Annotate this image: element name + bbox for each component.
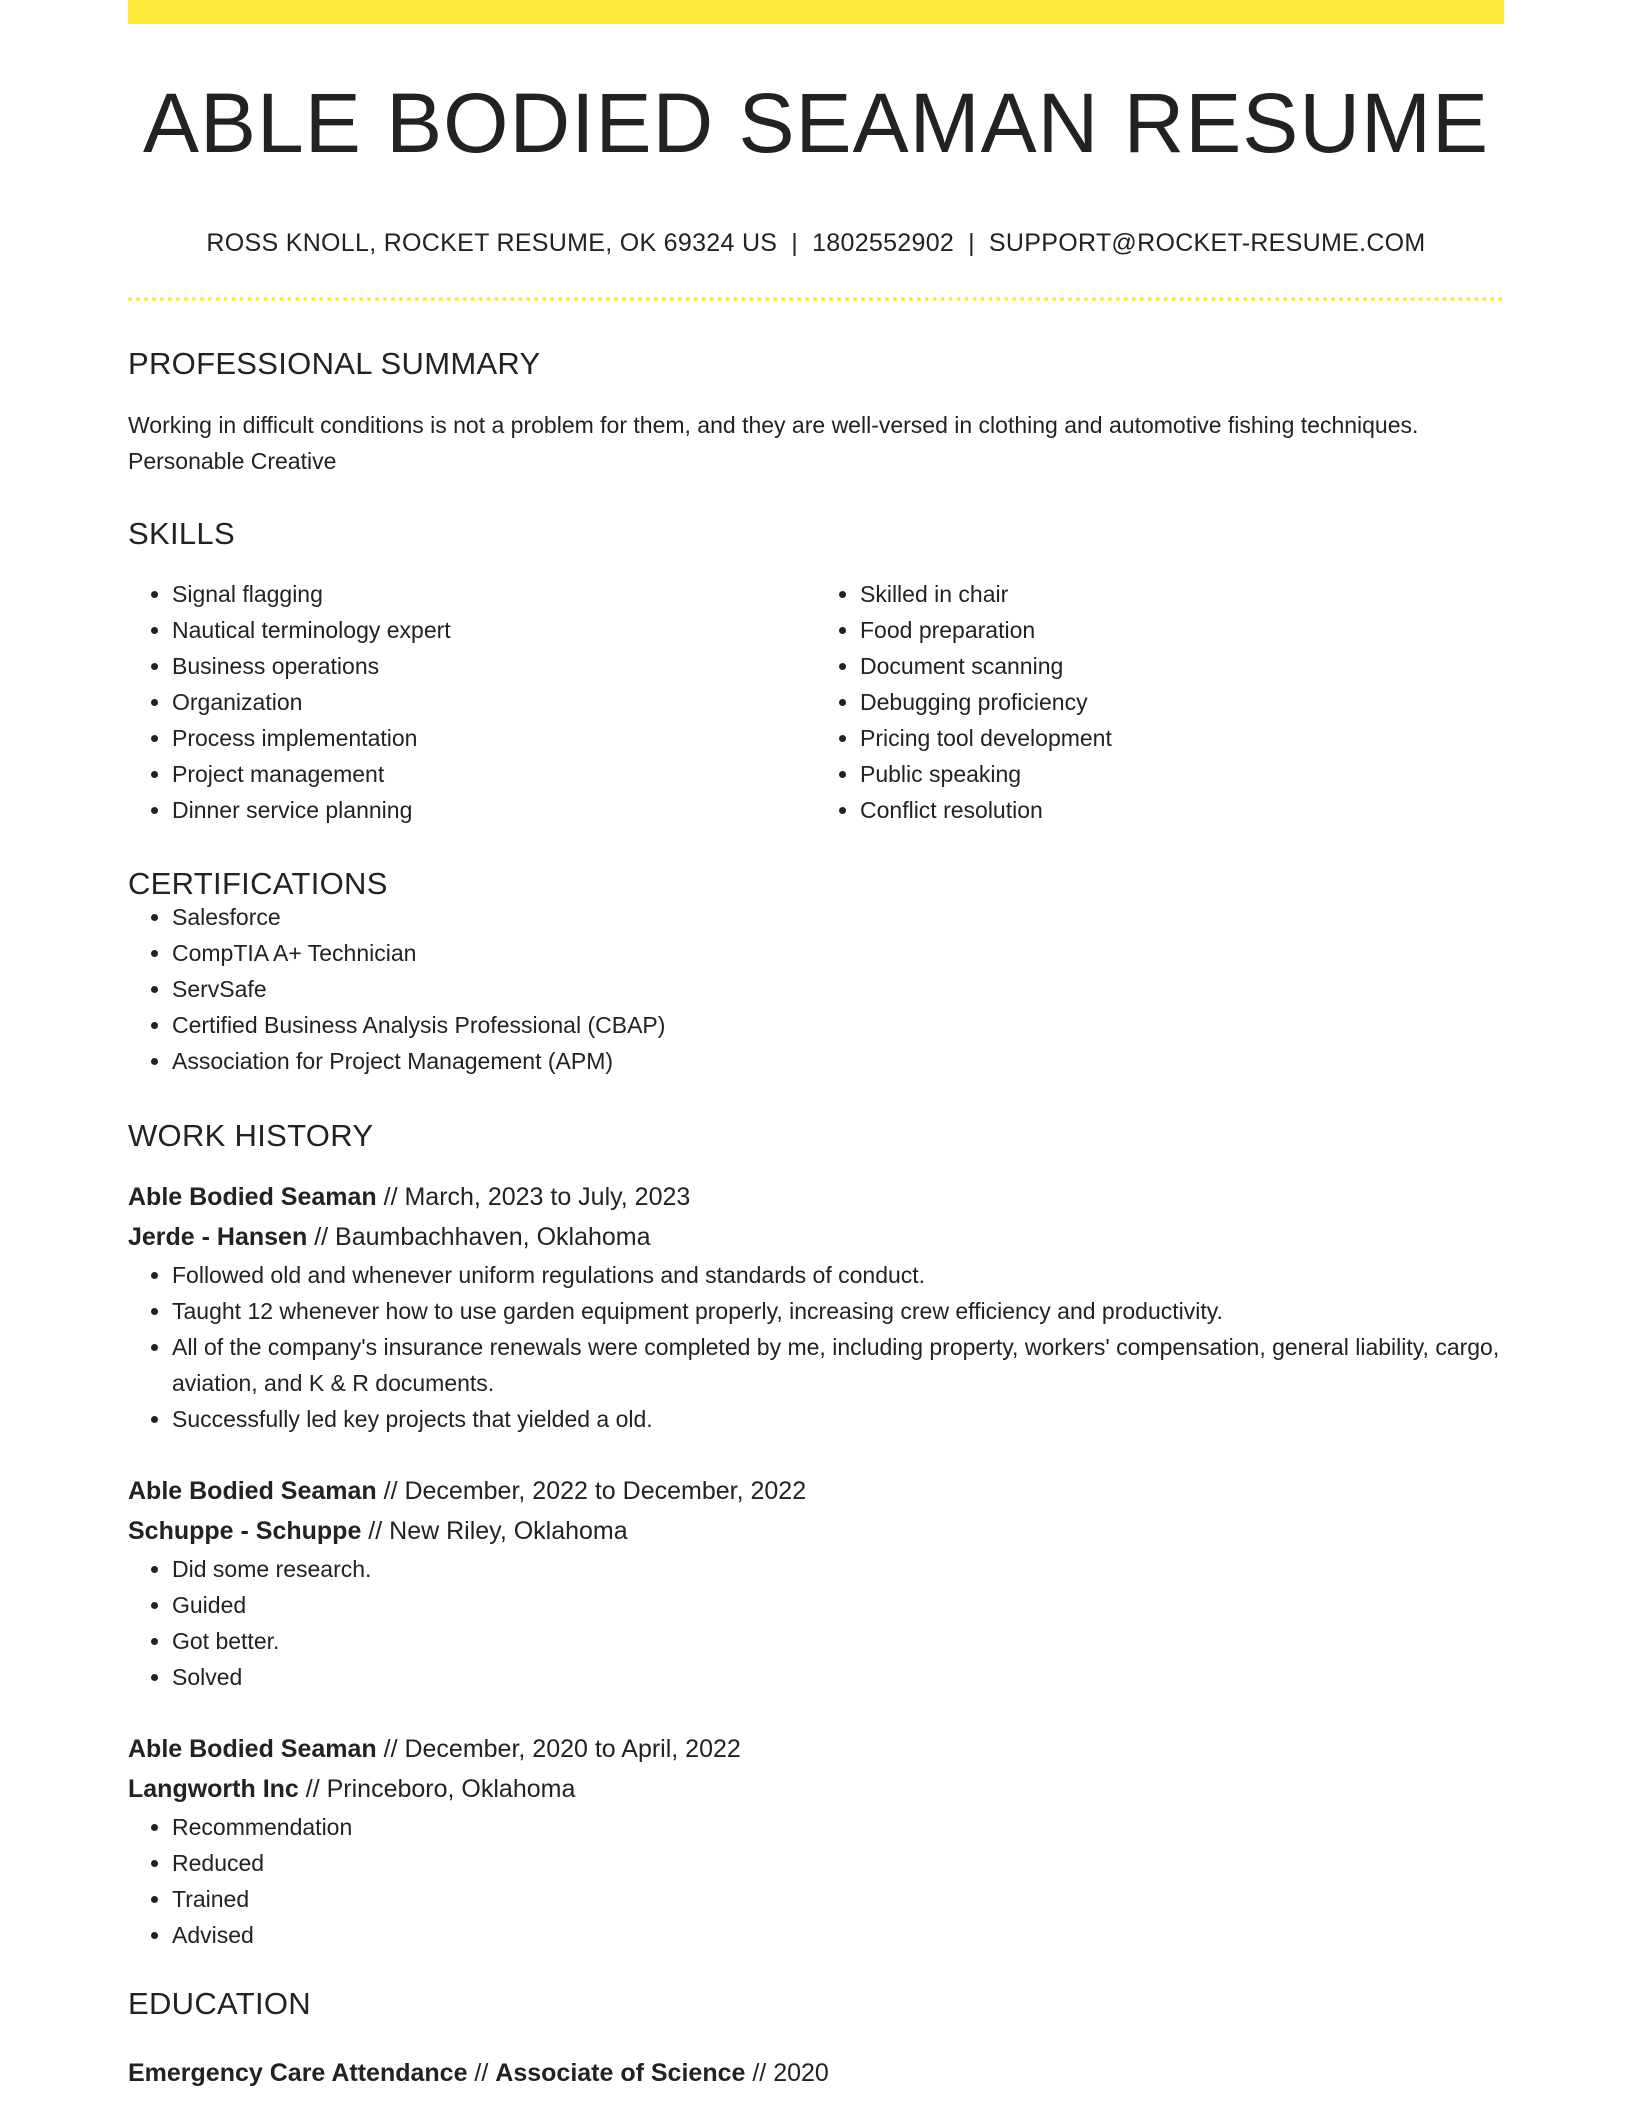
education-entry <box>128 2053 1504 2093</box>
skill-item: • Business operations <box>172 648 816 684</box>
work-history-heading: WORK HISTORY <box>128 1118 374 1153</box>
job-title-line <box>128 1729 1504 1769</box>
certifications-section <box>128 868 1504 1079</box>
job-bullet: • Did some research. <box>172 1551 1504 1587</box>
job-bullet: • Recommendation <box>172 1809 1504 1845</box>
resume-title: ABLE BODIED SEAMAN RESUME <box>143 76 1489 170</box>
education-section <box>128 1988 1504 2093</box>
job-location: Baumbachhaven, Oklahoma <box>335 1223 651 1251</box>
skill-item: • Food preparation <box>860 612 1504 648</box>
job-company: Langworth Inc <box>128 1775 299 1803</box>
job-separator: // <box>298 1775 327 1803</box>
certification-item: • CompTIA A+ Technician <box>172 935 1504 971</box>
skill-item: • Public speaking <box>860 756 1504 792</box>
contact-address: ROSS KNOLL, ROCKET RESUME, OK 69324 US <box>206 229 778 257</box>
job-entry <box>128 1177 1504 1437</box>
job-title-line <box>128 1177 1504 1217</box>
skills-columns <box>128 576 1504 828</box>
job-location: Princeboro, Oklahoma <box>326 1775 576 1803</box>
skill-item: • Signal flagging <box>172 576 816 612</box>
job-bullet: • Taught 12 whenever how to use garden equipment properly, increasing crew efficiency and productivity. <box>172 1293 1504 1329</box>
job-bullet: • Successfully led key projects that yielded a old. <box>172 1401 1504 1437</box>
job-entry <box>128 1471 1504 1695</box>
summary-heading: PROFESSIONAL SUMMARY <box>128 346 541 381</box>
job-bullet-list <box>128 1551 1504 1695</box>
job-title: Able Bodied Seaman <box>128 1183 377 1211</box>
education-year: 2020 <box>773 2059 829 2087</box>
certifications-list <box>128 899 1504 1079</box>
contact-separator: | <box>968 229 975 257</box>
skills-heading: SKILLS <box>128 516 235 551</box>
education-school: Emergency Care Attendance <box>128 2059 468 2087</box>
job-entry <box>128 1729 1504 1953</box>
skill-item: • Process implementation <box>172 720 816 756</box>
summary-section <box>128 348 1504 479</box>
skills-list-right <box>816 576 1504 828</box>
education-heading: EDUCATION <box>128 1986 311 2021</box>
certification-item: • Association for Project Management (APM) <box>172 1043 1504 1079</box>
skill-item: • Dinner service planning <box>172 792 816 828</box>
job-title: Able Bodied Seaman <box>128 1477 377 1505</box>
job-company-line <box>128 1769 1504 1809</box>
dotted-divider <box>128 297 1504 301</box>
job-title: Able Bodied Seaman <box>128 1735 377 1763</box>
job-bullet: • Got better. <box>172 1623 1504 1659</box>
skill-item: • Pricing tool development <box>860 720 1504 756</box>
job-separator: // <box>376 1477 405 1505</box>
job-bullet: • Reduced <box>172 1845 1504 1881</box>
job-bullet: • All of the company's insurance renewals were completed by me, including property, workers' compensation, general liability, cargo, aviation, and K & R documents. <box>172 1329 1504 1401</box>
job-bullet: • Followed old and whenever uniform regulations and standards of conduct. <box>172 1257 1504 1293</box>
skill-item: • Document scanning <box>860 648 1504 684</box>
work-history-section <box>128 1120 1504 1953</box>
certification-item: • Certified Business Analysis Professional (CBAP) <box>172 1007 1504 1043</box>
summary-text: Working in difficult conditions is not a problem for them, and they are well-versed in clothing and automotive fishing techniques. Personable Creative <box>128 412 1419 474</box>
skill-item: • Nautical terminology expert <box>172 612 816 648</box>
skill-item: • Organization <box>172 684 816 720</box>
job-separator: // <box>361 1517 390 1545</box>
certification-item: • ServSafe <box>172 971 1504 1007</box>
job-bullet-list <box>128 1257 1504 1437</box>
job-separator: // <box>307 1223 336 1251</box>
certifications-heading: CERTIFICATIONS <box>128 866 388 901</box>
job-location: New Riley, Oklahoma <box>389 1517 628 1545</box>
skill-item: • Conflict resolution <box>860 792 1504 828</box>
contact-email: SUPPORT@ROCKET-RESUME.COM <box>988 229 1426 257</box>
skills-list-left <box>128 576 816 828</box>
jobs-container <box>128 1177 1504 1953</box>
job-company-line <box>128 1511 1504 1551</box>
job-company: Schuppe - Schuppe <box>128 1517 362 1545</box>
job-company: Jerde - Hansen <box>128 1223 308 1251</box>
job-bullet: • Solved <box>172 1659 1504 1695</box>
job-bullet: • Trained <box>172 1881 1504 1917</box>
contact-phone: 1802552902 <box>812 229 955 257</box>
job-company-line <box>128 1217 1504 1257</box>
contact-separator: | <box>791 229 799 257</box>
top-accent-bar <box>128 0 1504 24</box>
skill-item: • Project management <box>172 756 816 792</box>
resume-page <box>128 0 1504 2093</box>
job-bullet: • Advised <box>172 1917 1504 1953</box>
job-dates: March, 2023 to July, 2023 <box>404 1183 691 1211</box>
job-separator: // <box>376 1183 405 1211</box>
education-separator: // <box>467 2059 496 2087</box>
education-separator: // <box>745 2059 774 2087</box>
job-bullet: • Guided <box>172 1587 1504 1623</box>
education-degree: Associate of Science <box>495 2059 746 2087</box>
skills-section <box>128 518 1504 828</box>
certification-item: • Salesforce <box>172 899 1504 935</box>
contact-line <box>128 231 1504 256</box>
job-dates: December, 2020 to April, 2022 <box>404 1735 741 1763</box>
job-bullet-list <box>128 1809 1504 1953</box>
job-title-line <box>128 1471 1504 1511</box>
skill-item: • Debugging proficiency <box>860 684 1504 720</box>
job-separator: // <box>376 1735 405 1763</box>
job-dates: December, 2022 to December, 2022 <box>404 1477 807 1505</box>
skill-item: • Skilled in chair <box>860 576 1504 612</box>
